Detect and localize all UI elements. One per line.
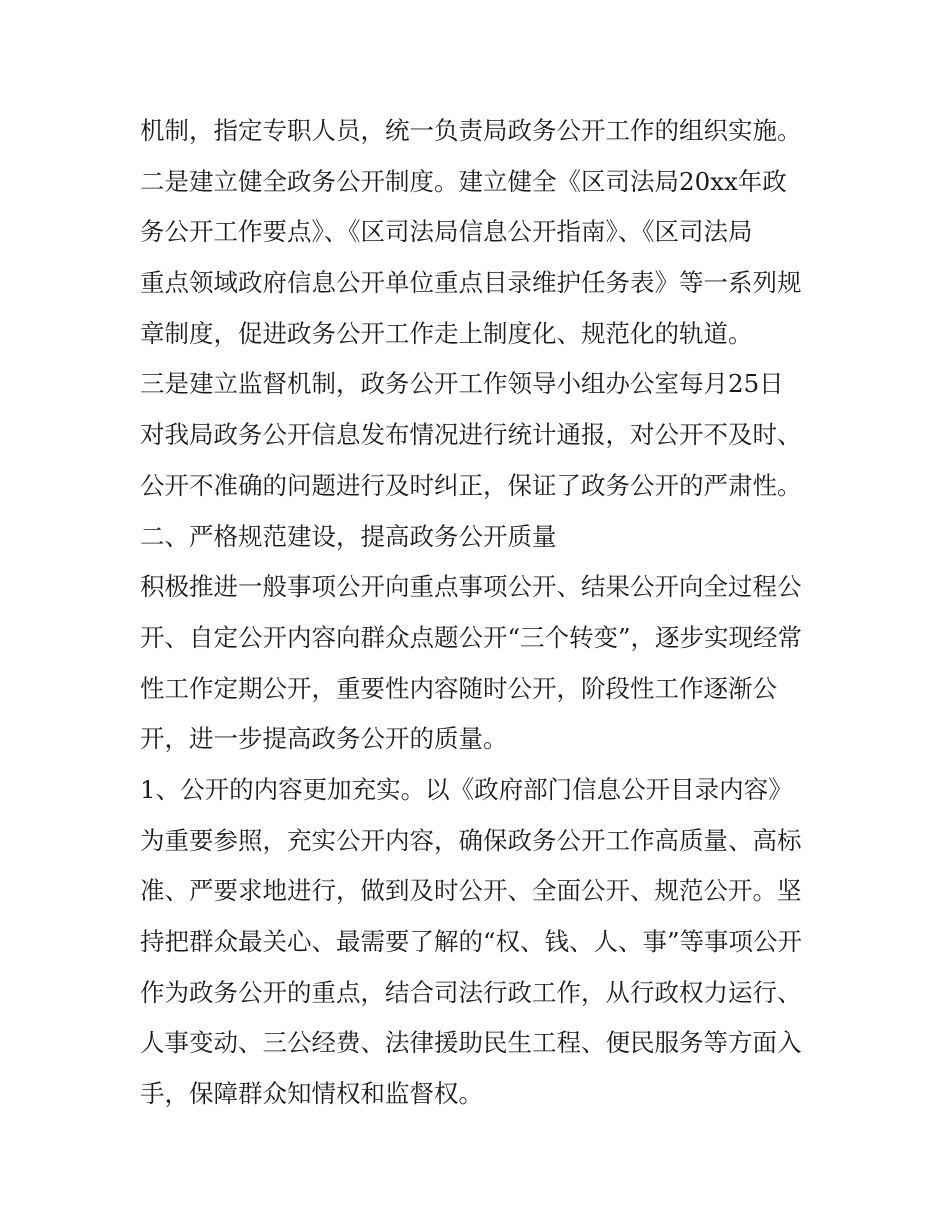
text-line: 公开不准确的问题进行及时纠正，保证了政务公开的严肃性。 [140, 470, 802, 500]
text-line: 1、公开的内容更加充实。以《政府部门信息公开目录内容》 [140, 774, 793, 804]
text-line: 章制度，促进政务公开工作走上制度化、规范化的轨道。 [140, 318, 753, 348]
text-line: 作为政务公开的重点，结合司法行政工作，从行政权力运行、 [140, 977, 802, 1007]
text-line: 开、自定公开内容向群众点题公开“三个转变”，逐步实现经常 [140, 622, 803, 652]
text-line: 持把群众最关心、最需要了解的“权、钱、人、事”等事项公开 [140, 927, 803, 956]
text-line: 对我局政务公开信息发布情况进行统计通报，对公开不及时、 [140, 420, 802, 450]
text-line: 积极推进一般事项公开向重点事项公开、结果公开向全过程公 [140, 572, 802, 602]
text-line: 为重要参照，充实公开内容，确保政务公开工作高质量、高标 [140, 825, 802, 855]
document-body [140, 106, 820, 1120]
text-line: 三是建立监督机制，政务公开工作领导小组办公室每月25日 [140, 369, 784, 399]
text-line: 人事变动、三公经费、法律援助民生工程、便民服务等方面入 [140, 1028, 802, 1058]
text-line: 二是建立健全政务公开制度。建立健全《区司法局20xx年政 [140, 166, 787, 196]
text-line: 手，保障群众知情权和监督权。 [140, 1079, 483, 1109]
text-line: 准、严要求地进行，做到及时公开、全面公开、规范公开。坚 [140, 876, 802, 906]
text-line: 性工作定期公开，重要性内容随时公开，阶段性工作逐渐公 [140, 673, 777, 703]
text-line: 开，进一步提高政务公开的质量。 [140, 724, 508, 754]
text-line: 重点领域政府信息公开单位重点目录维护任务表》等一系列规 [140, 268, 802, 298]
text-line: 务公开工作要点》、《区司法局信息公开指南》、《区司法局 [140, 217, 753, 247]
text-line: 机制，指定专职人员，统一负责局政务公开工作的组织实施。 [140, 116, 802, 145]
section-heading: 二、严格规范建设，提高政务公开质量 [140, 521, 557, 551]
